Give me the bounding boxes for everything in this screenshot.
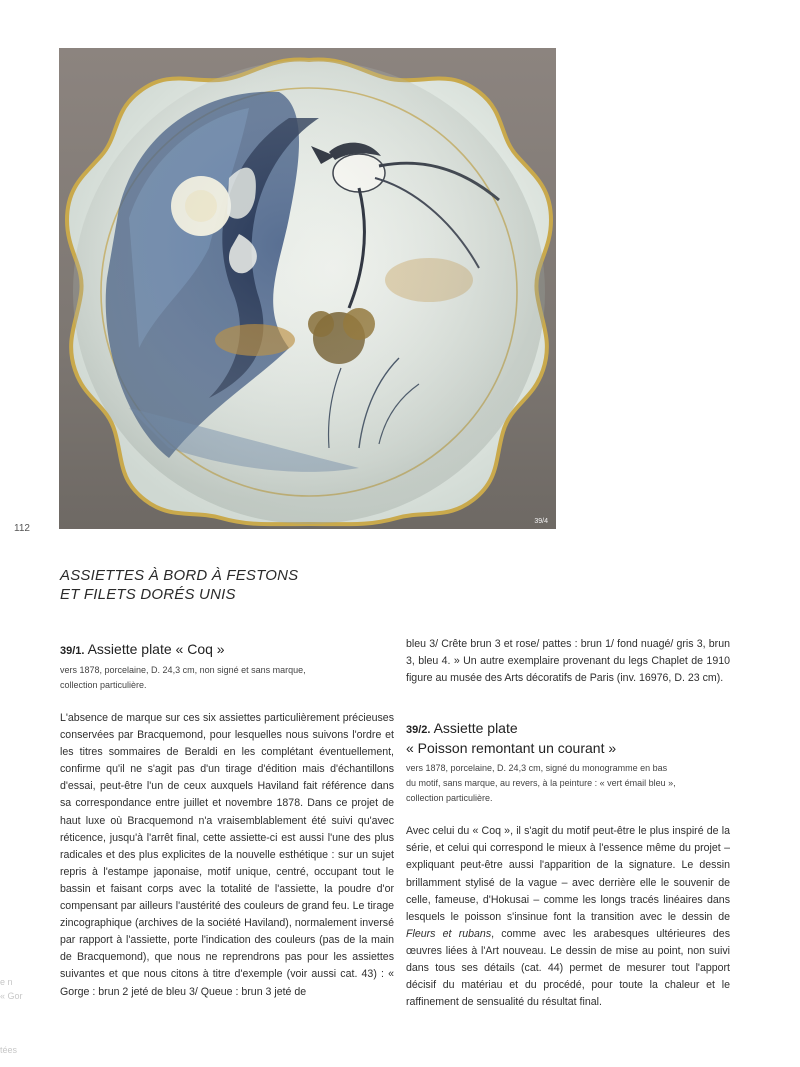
entry-2-body-italic: Fleurs et rubans	[406, 927, 492, 940]
entry-1-meta	[60, 663, 394, 693]
entry-2	[406, 719, 730, 1011]
coq-plate-image	[59, 48, 556, 529]
entry-2-body	[406, 823, 730, 1011]
section-title-line-1: ASSIETTES À BORD À FESTONS	[60, 567, 299, 584]
section-title	[60, 566, 420, 604]
section-title-line-2: ET FILETS DORÉS UNIS	[60, 586, 236, 603]
entry-1-meta-line-1: vers 1878, porcelaine, D. 24,3 cm, non signé et sans marque,	[60, 665, 306, 675]
entry-2-body-part-2: , comme avec les arabesques ultérieures des œuvres liées à l'Art nouveau. Le dessin de mise au point, non suivi dans tous ses détails (cat. 44) permet de mesurer tout l'apport décisif du matériau et du procédé, pour toute la chaleur et le raffinement de sensualité du résultat final.	[406, 927, 730, 1009]
margin-line-1: e n	[0, 977, 13, 987]
right-column	[406, 636, 730, 1011]
entry-1-title-text: Assiette plate « Coq »	[87, 641, 225, 657]
left-column	[60, 640, 394, 1001]
entry-1-continuation: bleu 3/ Crête brun 3 et rose/ pattes : brun 1/ fond nuagé/ gris 3, brun 3, bleu 4. » Un autre exemplaire provenant du legs Chaplet de 1910 figure au musée des Arts décoratifs de Paris (inv. 16976, D. 23 cm).	[406, 638, 730, 685]
photo-caption: 39/4	[534, 518, 548, 525]
entry-2-meta-line-1: vers 1878, porcelaine, D. 24,3 cm, signé du monogramme en bas	[406, 763, 668, 774]
entry-1-title	[60, 640, 394, 660]
entry-2-body-part-1: Avec celui du « Coq », il s'agit du motif peut-être le plus inspiré de la série, et celui qui correspond le mieux à l'essence même du projet – expliquant peut-être aussi l'apparition de la signature. Le dessin brillamment stylisé de la vague – avec derrière elle le souvenir de celle, fameuse, d'Hokusai – comme les longs tracés linéaires dans lesquels le poisson s'insinue font la transition avec le dessin de	[406, 825, 730, 923]
entry-1-body: L'absence de marque sur ces six assiettes particulièrement précieuses conservées par Bracquemond, pour lesquelles nous suivons l'ordre et les titres sommaires de Beraldi en les complétant éventuellement, confirme qu'il ne s'agit pas d'un tirage d'édition mais d'échantillons d'essai, peut-être l'un de ceux auxquels Haviland fait référence dans sa correspondance entre juillet et novembre 1878. Dans ce projet de haut luxe où Bracquemond n'a vraisemblablement été suivi qu'avec réticence, jusqu'à l'arrêt final, cette assiette-ci est aussi l'une des plus radicales et des plus explicites de la nouvelle esthétique : sur un sujet repris à l'estampe japonaise, motif unique, centré, occupant tout le bassin et faisant corps avec la totalité de l'assiette, la poudre d'or compensant par ailleurs l'austérité des couleurs de grand feu. Le tirage zincographique (archives de la société Haviland), normalement inversé par rapport à l'assiette, porte l'indication des couleurs (pas de la main de Bracquemond), que nous ne reprendrons pas pour les assiettes suivantes et que nous citons à titre d'exemple (voir aussi cat. 43) : « Gorge : brun 2 jeté de bleu 3/ Queue : brun 3 jeté de	[60, 712, 394, 998]
entry-2-title-line-1: Assiette plate	[433, 720, 518, 737]
plate-photograph	[59, 48, 556, 529]
entry-2-meta	[406, 761, 730, 806]
entry-1-number: 39/1.	[60, 645, 85, 657]
page-number: 112	[14, 523, 30, 534]
margin-line-3: tées	[0, 1045, 18, 1055]
entry-2-title	[406, 719, 730, 757]
entry-2-meta-line-2: du motif, sans marque, au revers, à la peinture : « vert émail bleu »,	[406, 778, 676, 789]
margin-bleed-text	[0, 975, 34, 1057]
entry-2-title-line-2: « Poisson remontant un courant »	[406, 740, 617, 757]
entry-1-meta-line-2: collection particulière.	[60, 680, 147, 690]
margin-line-2: « Gor	[0, 991, 23, 1001]
entry-2-meta-line-3: collection particulière.	[406, 793, 493, 804]
entry-2-number: 39/2.	[406, 724, 431, 737]
